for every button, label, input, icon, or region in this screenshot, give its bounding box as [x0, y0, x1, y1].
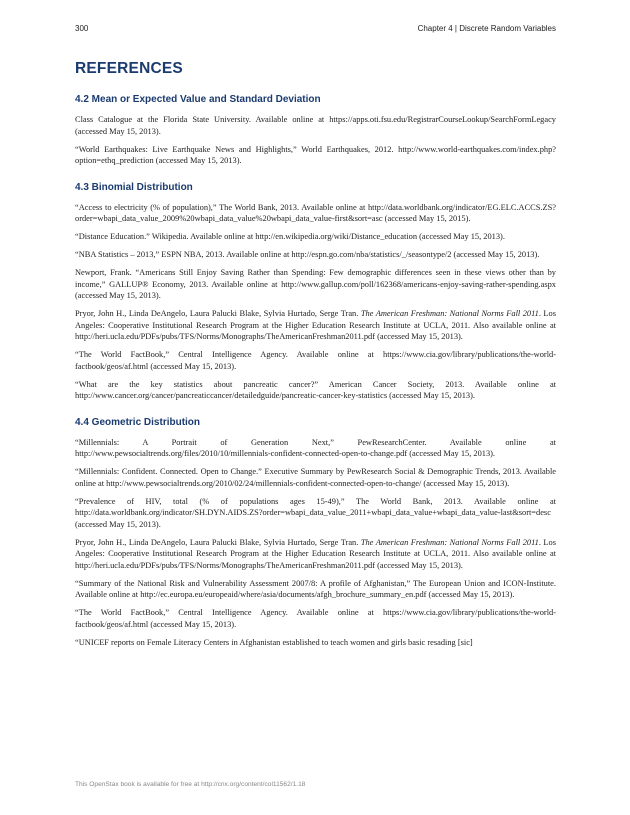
- reference-section: [75, 93, 556, 167]
- reference-section: [75, 416, 556, 649]
- reference-details: . Los Angeles: Cooperative Institutional Research Program at the Higher Education Research Institute at UCLA, 2011. Also available online at http://heri.ucla.edu/PDFs/pubs/TFS/Norms/Monographs/TheAmericanFreshman2011.pdf (accessed May 15, 2013).: [75, 537, 556, 570]
- reference-entry: Newport, Frank. “Americans Still Enjoy Saving Rather than Spending: Few demographic differences seen in these views other than by income,” GALLUP® Economy, 2013. Available online at http://www.gallup.com/poll/162368/americans-enjoy-saving-rather-spending.aspx (accessed May 15, 2013).: [75, 268, 556, 300]
- page-number: 300: [75, 24, 89, 33]
- reference-entry: “The World FactBook,” Central Intelligence Agency. Available online at https://www.cia.gov/library/publications/the-world-factbook/geos/af.html (accessed May 15, 2013).: [75, 350, 556, 371]
- reference-entry: “Summary of the National Risk and Vulnerability Assessment 2007/8: A profile of Afghanistan,” The European Union and ICON-Institute. Available online at http://ec.europa.eu/europeaid/where/asia/documents/afgh_brochure_summary_en.pdf (accessed May 15, 2013).: [75, 578, 556, 599]
- section-heading: 4.2 Mean or Expected Value and Standard Deviation: [75, 94, 321, 105]
- reference-details: . Los Angeles: Cooperative Institutional Research Program at the Higher Education Research Institute at UCLA, 2011. Also available online at http://heri.ucla.edu/PDFs/pubs/TFS/Norms/Monographs/TheAmericanFreshman2011.pdf (accessed May 15, 2013).: [75, 309, 556, 341]
- chapter-title: Chapter 4 | Discrete Random Variables: [417, 24, 556, 33]
- section-heading: 4.3 Binomial Distribution: [75, 181, 193, 193]
- reference-entry: “The World FactBook,” Central Intelligence Agency. Available online at https://www.cia.gov/library/publications/the-world-factbook/geos/af.html (accessed May 15, 2013).: [75, 608, 556, 629]
- reference-authors: Pryor, John H., Linda DeAngelo, Laura Palucki Blake, Sylvia Hurtado, Serge Tran.: [75, 537, 361, 547]
- reference-entry: “Access to electricity (% of population),” The World Bank, 2013. Available online at http://data.worldbank.org/indicator/EG.ELC.ACCS.ZS?order=wbapi_data_value_2009%20wbapi_data_value%20wbapi_data_value-first&sort=asc (accessed May 15, 2015).: [75, 202, 556, 223]
- reference-work-title: The American Freshman: National Norms Fall 2011: [360, 309, 539, 318]
- reference-entry: Class Catalogue at the Florida State University. Available online at https://apps.oti.fsu.edu/RegistrarCourseLookup/SearchFormLegacy (accessed May 15, 2013).: [75, 115, 556, 136]
- section-heading: 4.4 Geometric Distribution: [75, 416, 201, 428]
- reference-work-title: The American Freshman: National Norms Fall 2011: [360, 537, 539, 547]
- reference-section: [75, 181, 556, 402]
- reference-authors: Pryor, John H., Linda DeAngelo, Laura Palucki Blake, Sylvia Hurtado, Serge Tran.: [75, 309, 361, 318]
- reference-entry: “NBA Statistics – 2013,” ESPN NBA, 2013. Available online at http://espn.go.com/nba/statistics/_/seasontype/2 (accessed May 15, 2013).: [75, 250, 540, 259]
- reference-entry: “Prevalence of HIV, total (% of populations ages 15-49),” The World Bank, 2013. Available online at http://data.worldbank.org/indicator/SH.DYN.AIDS.ZS?order=wbapi_data_value_2011+wbapi_data_value+wbapi_data_value-last&sort=desc (accessed May 15, 2013).: [75, 496, 556, 529]
- reference-entry: [75, 308, 556, 343]
- page-footer: This OpenStax book is available for free at http://cnx.org/content/col11562/1.18: [75, 781, 306, 788]
- reference-entry: “Millennials: Confident. Connected. Open to Change.” Executive Summary by PewResearch Social & Demographic Trends, 2013. Available online at http://www.pewsocialtrends.org/2010/02/24/millennials-confident-connected-open-to-change/ (accessed May 15, 2013).: [75, 467, 556, 488]
- reference-entry: “Millennials: A Portrait of Generation Next,” PewResearchCenter. Available online at http://www.pewsocialtrends.org/files/2010/10/millennials-confident-connected-open-to-change.pdf (accessed May 15, 2013).: [75, 437, 556, 458]
- reference-entry: “What are the key statistics about pancreatic cancer?” American Cancer Society, 2013. Available online at http://www.cancer.org/cancer/pancreaticcancer/detailedguide/pancreatic-cancer-key-statistics (accessed May 15, 2013).: [75, 379, 556, 400]
- references-list: [75, 93, 556, 655]
- reference-entry: “Distance Education.” Wikipedia. Available online at http://en.wikipedia.org/wiki/Distance_education (accessed May 15, 2013).: [75, 232, 505, 241]
- reference-entry: “World Earthquakes: Live Earthquake News and Highlights,” World Earthquakes, 2012. http://www.world-earthquakes.com/index.php?option=ethq_prediction (accessed May 15, 2013).: [75, 144, 556, 165]
- reference-entry: [75, 537, 556, 572]
- reference-entry: “UNICEF reports on Female Literacy Centers in Afghanistan established to teach women and girls basic resading [sic]: [75, 637, 473, 647]
- page-title: REFERENCES: [75, 60, 183, 77]
